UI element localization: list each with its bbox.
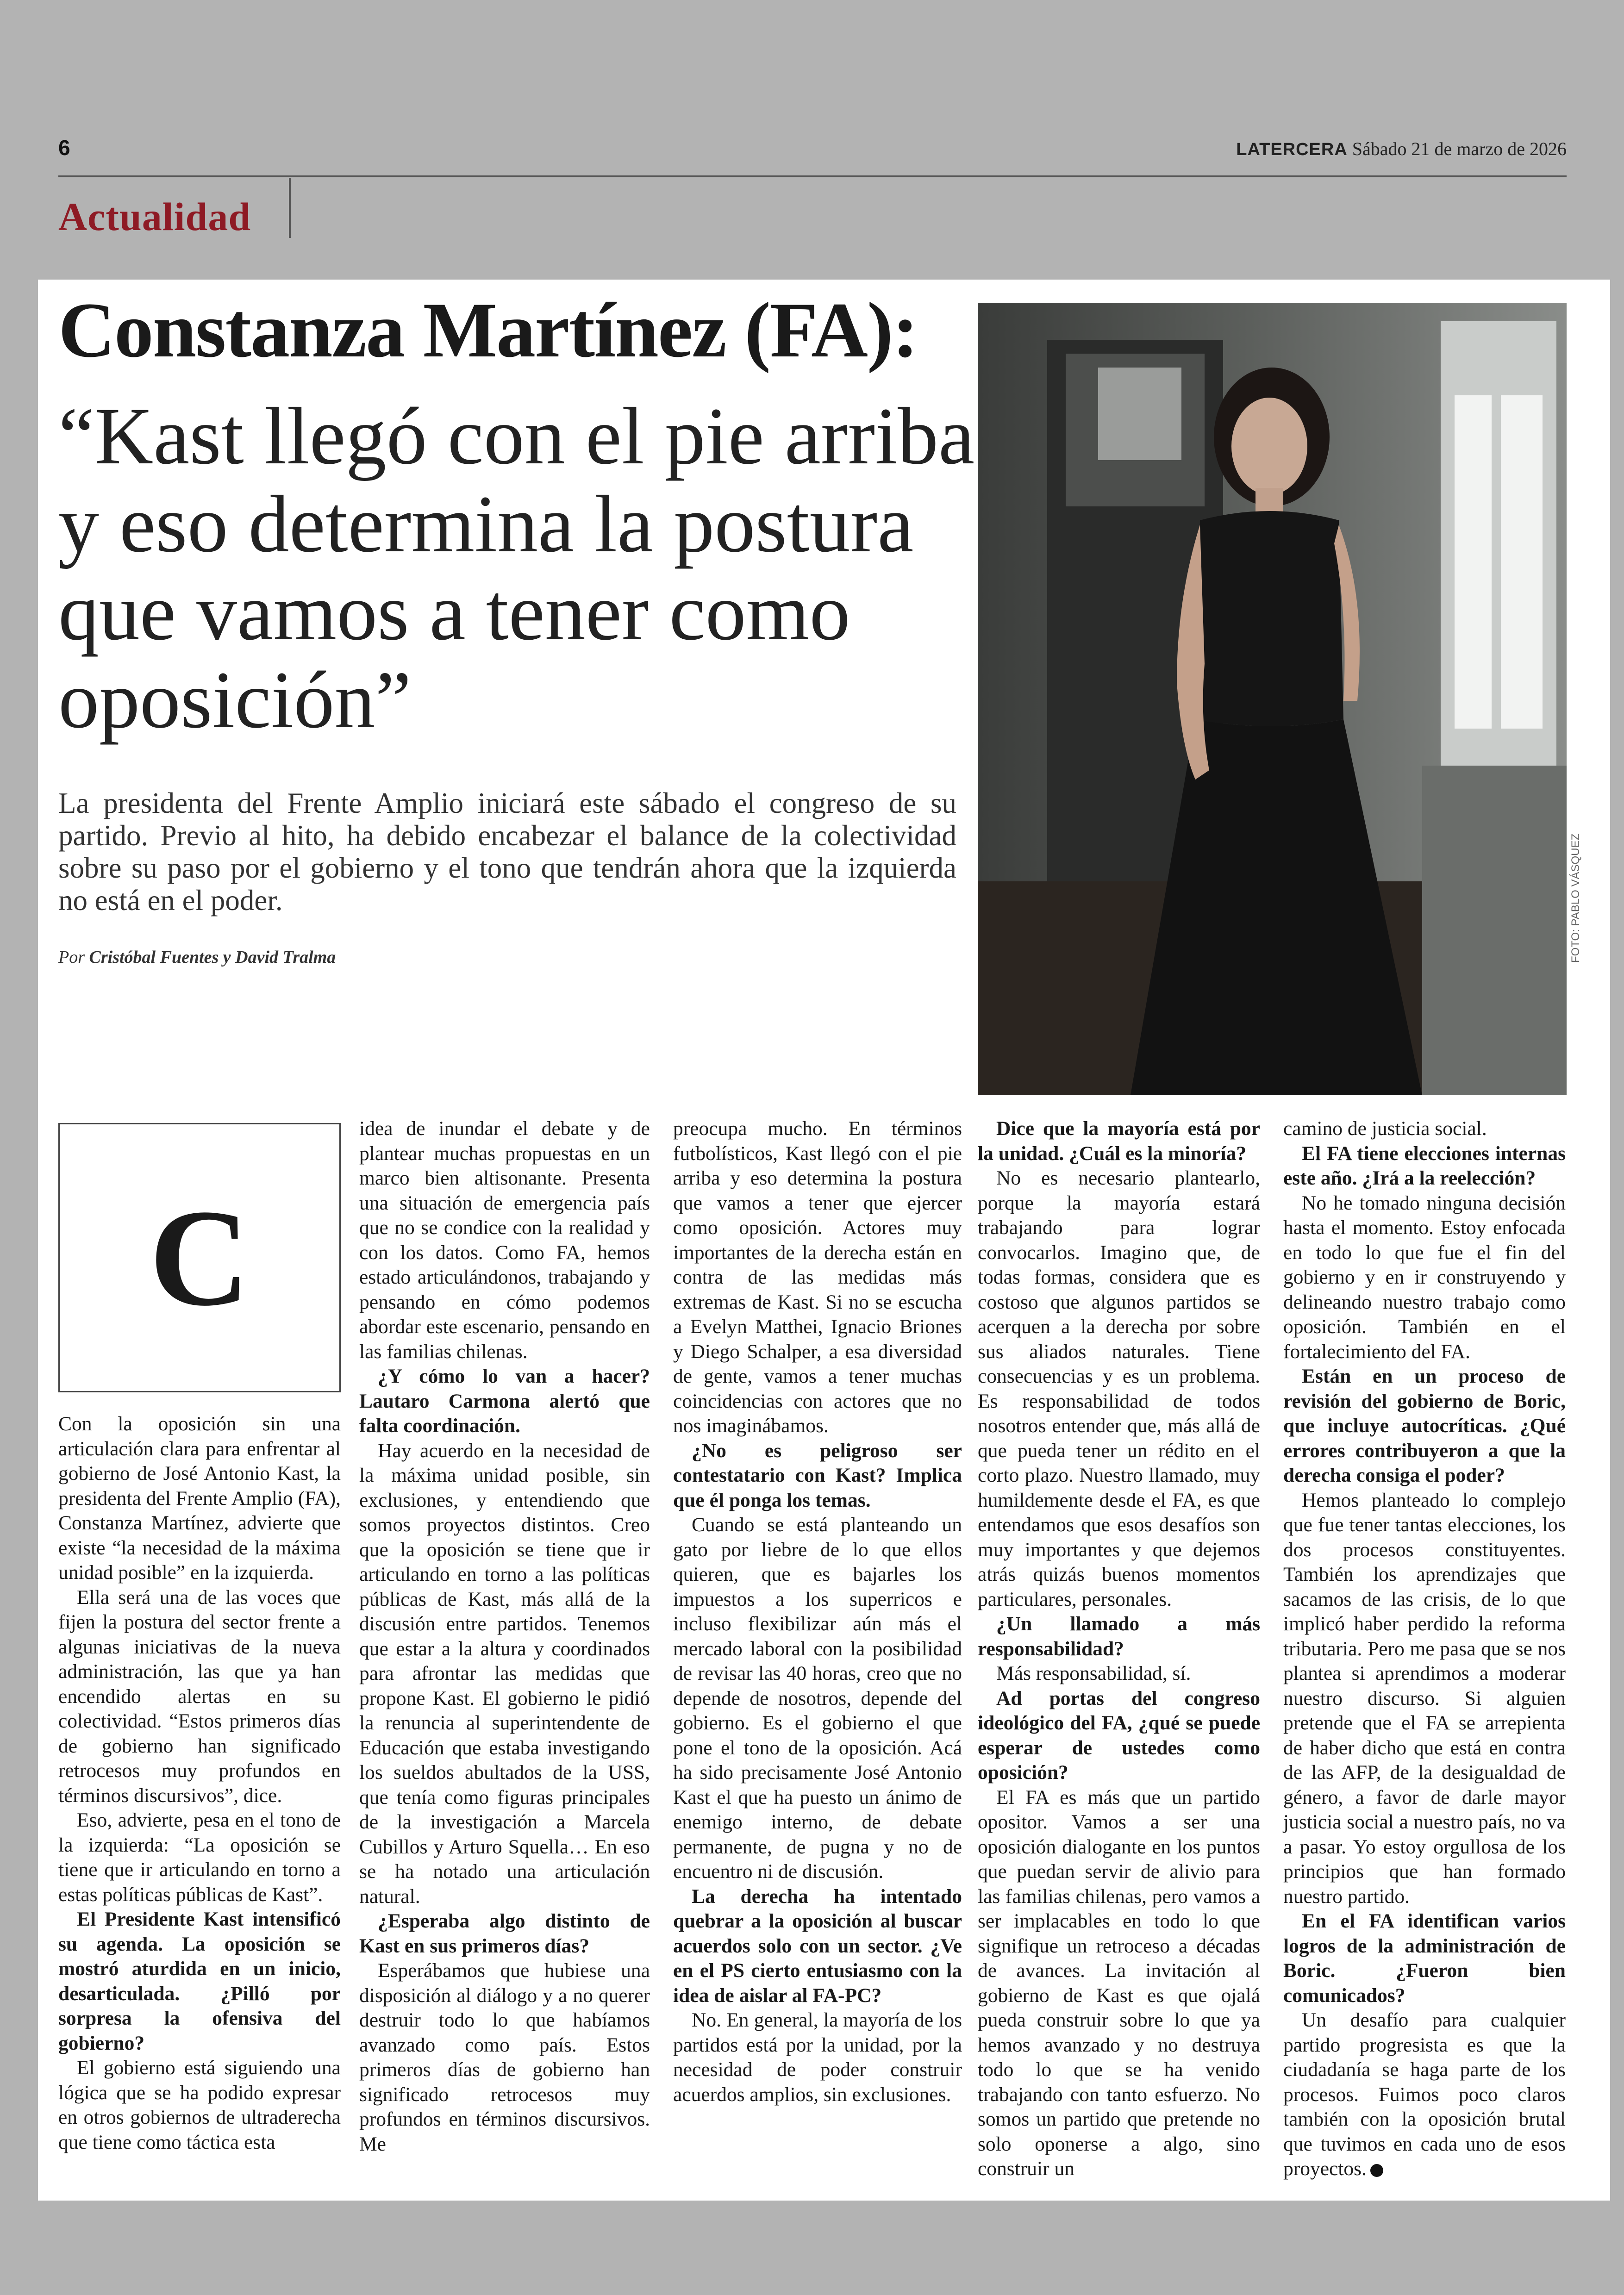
body-paragraph: Ella será una de las voces que fijen la postura del sector frente a algunas iniciativas de la nueva administración, las que ya han encendido alertas en su colectividad. “Estos primeros días de gobierno han significado retrocesos muy profundos en términos discursivos”, dice.: [58, 1586, 341, 1807]
interview-question: La derecha ha intentado quebrar a la oposición al buscar acuerdos solo con un sector. ¿Ve en el PS cierto entusiasmo con la idea de aislar al FA-PC?: [673, 1885, 962, 2007]
interview-question: El Presidente Kast intensificó su agenda. La oposición se mostró aturdida en un inicio, desarticulada. ¿Pilló por sorpresa la ofensiva del gobierno?: [58, 1908, 341, 2054]
portrait-illustration: [978, 303, 1567, 1095]
interview-question: Ad portas del congreso ideológico del FA, ¿qué se puede esperar de ustedes como oposición?: [978, 1687, 1260, 1784]
masthead-date: Sábado 21 de marzo de 2026: [1352, 138, 1567, 159]
interview-question: ¿Esperaba algo distinto de Kast en sus primeros días?: [359, 1910, 650, 1957]
body-paragraph: Un desafío para cualquier partido progresista es que la ciudadanía se haga parte de los procesos. Fuimos poco claros también con la oposición brutal que tuvimos en cada uno de esos proyectos.: [1283, 2009, 1566, 2180]
body-paragraph: No es necesario plantearlo, porque la mayoría estará trabajando para lograr convocarlos. Imagino que, de todas formas, considera que es costoso que algunos partidos se acerquen a la derecha por sobre sus aliados naturales. Tiene consecuencias y es un problema. Es responsabilidad de todos nosotros entender que, más allá de que pueda tener un rédito en el corto plazo. Nuestro llamado, muy humildemente desde el FA, es que entendamos que esos desafíos son muy importantes y que dejemos atrás quizás buenos momentos particulares, personales.: [978, 1167, 1260, 1610]
page-number: 6: [58, 136, 70, 160]
interview-question: ¿Un llamado a más responsabilidad?: [978, 1613, 1260, 1660]
headline-quote: “Kast llegó con el pie arriba y eso determina la postura que vamos a tener como oposición”: [58, 391, 975, 745]
masthead: [1236, 138, 1567, 160]
photo-credit: FOTO: PABLO VÁSQUEZ: [1569, 833, 1582, 963]
section-divider: [289, 178, 291, 238]
column-2: [359, 1116, 650, 2157]
masthead-brand: LATERCERA: [1236, 140, 1348, 159]
body-paragraph: Más responsabilidad, sí.: [996, 1662, 1191, 1684]
byline-prefix: Por: [58, 948, 89, 967]
drop-cap: C: [149, 1181, 250, 1335]
body-paragraph: El FA es más que un partido opositor. Vamos a ser una oposición dialogante en los puntos que puedan servir de alivio para las familias chilenas, pero vamos a ser implacables en todo lo que signifique un retroceso a décadas de avances. La invitación al gobierno de Kast es que ojalá pueda construir sobre lo que ya hemos avanzado y no destruya todo lo que se ha venido trabajando con tanto esfuerzo. No somos un partido que pretende no solo oponerse a algo, sino construir un: [978, 1786, 1260, 2180]
interview-question: El FA tiene elecciones internas este año. ¿Irá a la reelección?: [1283, 1142, 1566, 1189]
body-paragraph: El gobierno está siguiendo una lógica que se ha podido expresar en otros gobiernos de ultraderecha que tiene como táctica esta: [58, 2057, 341, 2153]
body-paragraph: Con la oposición sin una articulación clara para enfrentar al gobierno de José Antonio Kast, la presidenta del Frente Amplio (FA), Constanza Martínez, advierte que existe “la necesidad de la máxima unidad posible” en la izquierda.: [58, 1413, 341, 1584]
interview-question: En el FA identifican varios logros de la administración de Boric. ¿Fueron bien comunicados?: [1283, 1910, 1566, 2007]
body-paragraph: preocupa mucho. En términos futbolísticos, Kast llegó con el pie arriba y eso determina la postura que vamos a tener que ejercer como oposición. Actores muy importantes de la derecha están en contra de las medidas más extremas de Kast. Si no se escucha a Evelyn Matthei, Ignacio Briones y Diego Schalper, a esa diversidad de gente, vamos a tener muchas coincidencias con actores que no nos imaginábamos.: [673, 1117, 962, 1437]
interview-question: Dice que la mayoría está por la unidad. ¿Cuál es la minoría?: [978, 1117, 1260, 1165]
body-paragraph: No. En general, la mayoría de los partidos está por la unidad, por la necesidad de poder construir acuerdos amplios, sin exclusiones.: [673, 2009, 962, 2106]
drop-cap-box: [58, 1123, 341, 1392]
body-paragraph: Esperábamos que hubiese una disposición al diálogo y a no querer destruir todo lo que habíamos avanzado como país. Estos primeros días de gobierno han significado retrocesos muy profundos en términos discursivos. Me: [359, 1959, 650, 2155]
body-paragraph: Hay acuerdo en la necesidad de la máxima unidad posible, sin exclusiones, y entendiendo que somos proyectos distintos. Creo que la oposición se tiene que ir articulando en torno a las políticas públicas de Kast, más allá de la discusión entre partidos. Tenemos que estar a la altura y coordinados para afrontar las medidas que propone Kast. El gobierno le pidió la renuncia al superintendente de Educación que estaba investigando los sueldos abultados de la USS, que tenía como figuras principales de la investigación a Marcela Cubillos y Arturo Squella… En eso se ha notado una articulación natural.: [359, 1439, 650, 1908]
section-label: Actualidad: [58, 194, 251, 239]
portrait-photo: [978, 303, 1567, 1095]
byline-authors: Cristóbal Fuentes y David Tralma: [89, 948, 336, 967]
column-3: [673, 1116, 962, 2107]
interview-question: ¿No es peligroso ser contestatario con Kast? Implica que él ponga los temas.: [673, 1439, 962, 1511]
column-5: [1283, 1116, 1566, 2182]
body-paragraph: idea de inundar el debate y de plantear muchas propuestas en un marco bien altisonante. Presenta una situación de emergencia país que no se condice con la realidad y con los datos. Como FA, hemos estado articulándonos, trabajando y pensando en cómo podemos abordar este escenario, pensando en las familias chilenas.: [359, 1117, 650, 1363]
headline: Constanza Martínez (FA):: [58, 287, 918, 374]
article-dek: La presidenta del Frente Amplio iniciará este sábado el congreso de su partido. Previo al hito, ha debido encabezar el balance de la colectividad sobre su paso por el gobierno y el tono que tendrán ahora que la izquierda no está en el poder.: [58, 787, 956, 917]
end-mark: [1370, 2164, 1383, 2177]
body-paragraph: Eso, advierte, pesa en el tono de la izquierda: “La oposición se tiene que ir articulando en torno a estas políticas públicas de Kast”.: [58, 1809, 341, 1906]
body-paragraph: Hemos planteado lo complejo que fue tener tantas elecciones, los dos procesos constituyentes. También los aprendizajes que sacamos de las crisis, de lo que implicó haber perdido la reforma tributaria. Pero me pasa que se nos plantea si aprendimos a moderar nuestro discurso. Si alguien pretende que el FA se arrepienta de haber dicho que está en contra de las AFP, de la desigualdad de género, a favor de darle mayor justicia social a nuestro país, no va a pasar. Yo estoy orgullosa de los principios que han formado nuestro partido.: [1283, 1489, 1566, 1908]
header-rule: [58, 175, 1567, 177]
body-paragraph: Cuando se está planteando un gato por liebre de lo que ellos quieren, que es bajarles los impuestos a los superricos e incluso flexibilizar aún más el mercado laboral con la posibilidad de revisar las 40 horas, creo que no depende de nosotros, depende del gobierno. Es el gobierno el que pone el tono de la oposición. Acá ha sido precisamente José Antonio Kast el que ha puesto un ánimo de enemigo interno, de debate permanente, de pugna y no de encuentro ni de discusión.: [673, 1514, 962, 1883]
body-paragraph: camino de justicia social.: [1283, 1117, 1487, 1140]
byline: [58, 947, 336, 967]
body-paragraph: No he tomado ninguna decisión hasta el momento. Estoy enfocada en todo lo que fue el fin del gobierno y en ir construyendo y delineando nuestro trabajo como oposición. También en el fortalecimiento del FA.: [1283, 1191, 1566, 1363]
column-1: [58, 1412, 341, 2155]
interview-question: Están en un proceso de revisión del gobierno de Boric, que incluye autocríticas. ¿Qué errores contribuyeron a que la derecha consiga el poder?: [1283, 1365, 1566, 1486]
interview-question: ¿Y cómo lo van a hacer? Lautaro Carmona alertó que falta coordinación.: [359, 1365, 650, 1437]
column-4: [978, 1116, 1260, 2182]
